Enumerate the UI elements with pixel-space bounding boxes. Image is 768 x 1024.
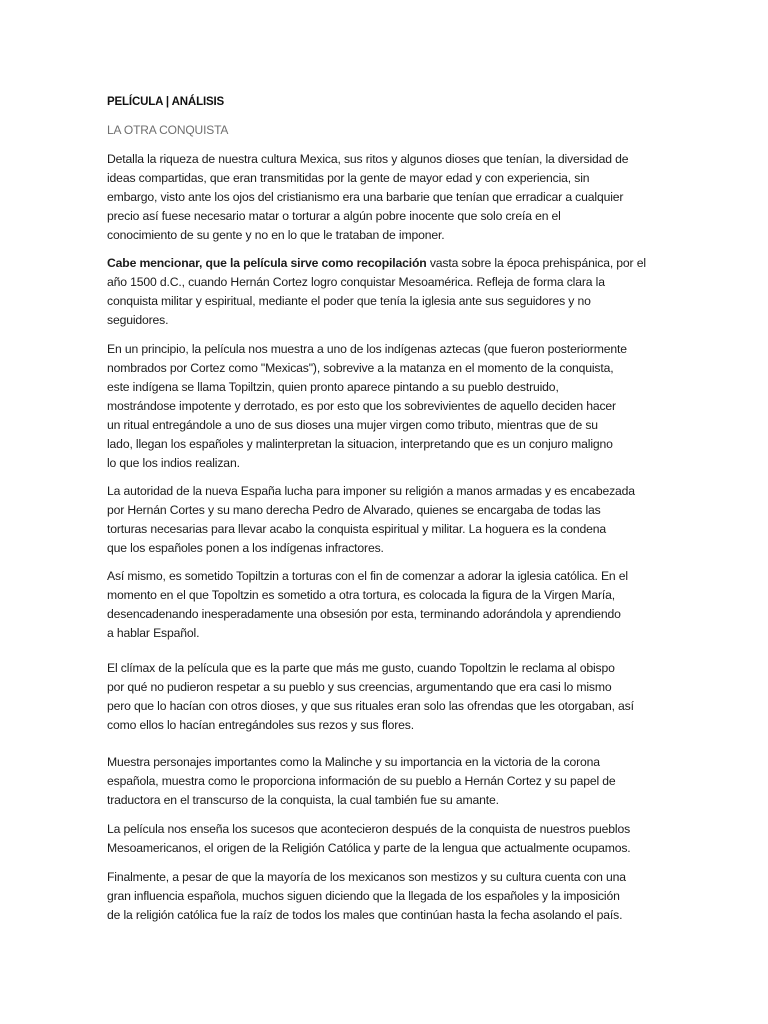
paragraph-3-line-2: nombrados por Cortez como "Mexicas"), sobrevive a la matanza en el momento de la conquista, [107,361,614,375]
paragraph-4-line-1: La autoridad de la nueva España lucha para imponer su religión a manos armadas y es encabezada [107,484,635,498]
paragraph-2-line-2: año 1500 d.C., cuando Hernán Cortez logro conquistar Mesoamérica. Refleja de forma clara la [107,275,605,289]
paragraph-7-line-2: española, muestra como le proporciona información de su pueblo a Hernán Cortez y su papel de [107,774,616,788]
paragraph-1-line-1: Detalla la riqueza de nuestra cultura Mexica, sus ritos y algunos dioses que tenían, la diversidad de [107,152,629,166]
paragraph-4-line-4: que los españoles ponen a los indígenas infractores. [107,541,384,555]
paragraph-1-line-3: embargo, visto ante los ojos del cristianismo era una barbarie que tenían que erradicar a cualquier [107,190,624,204]
paragraph-7-line-1: Muestra personajes importantes como la Malinche y su importancia en la victoria de la corona [107,755,600,769]
paragraph-9-line-3: de la religión católica fue la raíz de todos los males que continúan hasta la fecha asolando el país. [107,908,623,922]
paragraph-2-line-4: seguidores. [107,313,169,327]
paragraph-4-line-2: por Hernán Cortes y su mano derecha Pedro de Alvarado, quienes se encargaba de todas las [107,503,601,517]
paragraph-6-line-1: El clímax de la película que es la parte que más me gusto, cuando Topoltzin le reclama al obispo [107,661,615,675]
paragraph-2-lead: Cabe mencionar, que la película sirve como recopilación [107,256,427,270]
paragraph-5-line-3: desencadenando inesperadamente una obsesión por esta, terminando adorándola y aprendiendo [107,607,621,621]
paragraph-1-line-5: conocimiento de su gente y no en lo que le trataban de imponer. [107,228,445,242]
paragraph-3-line-5: un ritual entregándole a uno de sus dioses una mujer virgen como tributo, mientras que de su [107,418,598,432]
paragraph-6-line-2: por qué no pudieron respetar a su pueblo y sus creencias, argumentando que era casi lo mismo [107,680,612,694]
paragraph-1-line-4: precio así fuese necesario matar o torturar a algún pobre inocente que solo creía en el [107,209,561,223]
paragraph-8-line-1: La película nos enseña los sucesos que acontecieron después de la conquista de nuestros pueblos [107,822,631,836]
paragraph-2-line-1-rest: vasta sobre la época prehispánica, por el [426,256,646,270]
paragraph-2-line-3: conquista militar y espiritual, mediante el poder que tenía la iglesia ante sus seguidores y no [107,294,591,308]
paragraph-3-line-6: lado, llegan los españoles y malinterpretan la situacion, interpretando que es un conjuro maligno [107,437,613,451]
paragraph-3-line-4: mostrándose impotente y derrotado, es por esto que los sobrevivientes de aquello deciden hacer [107,399,616,413]
paragraph-2-line-1 [107,255,646,271]
paragraph-3-line-3: este indígena se llama Topiltzin, quien pronto aparece pintando a su pueblo destruido, [107,380,559,394]
paragraph-5-line-1: Así mismo, es sometido Topiltzin a torturas con el fin de comenzar a adorar la iglesia católica. En el [107,569,628,583]
paragraph-8-line-2: Mesoamericanos, el origen de la Religión Católica y parte de la lengua que actualmente ocupamos. [107,841,631,855]
document-title: LA OTRA CONQUISTA [107,123,229,137]
paragraph-4-line-3: torturas necesarias para llevar acabo la conquista espiritual y militar. La hoguera es la condena [107,522,606,536]
paragraph-6-line-3: pero que lo hacían con otros dioses, y que sus rituales eran solo las ofrendas que les otorgaban, así [107,699,634,713]
paragraph-3-line-1: En un principio, la película nos muestra a uno de los indígenas aztecas (que fueron posteriormente [107,342,627,356]
document-heading: PELÍCULA | ANÁLISIS [107,96,225,108]
paragraph-1-line-2: ideas compartidas, que eran transmitidas por la gente de mayor edad y con experiencia, sin [107,171,590,185]
paragraph-7-line-3: traductora en el transcurso de la conquista, la cual también fue su amante. [107,793,499,807]
paragraph-6-line-4: como ellos lo hacían entregándoles sus rezos y sus flores. [107,718,414,732]
paragraph-5-line-2: momento en el que Topoltzin es sometido a otra tortura, es colocada la figura de la Virgen María, [107,588,616,602]
paragraph-9-line-1: Finalmente, a pesar de que la mayoría de los mexicanos son mestizos y su cultura cuenta con una [107,870,626,884]
paragraph-5-line-4: a hablar Español. [107,626,200,640]
paragraph-3-line-7: lo que los indios realizan. [107,456,240,470]
paragraph-9-line-2: gran influencia española, muchos siguen diciendo que la llegada de los españoles y la imposición [107,889,620,903]
